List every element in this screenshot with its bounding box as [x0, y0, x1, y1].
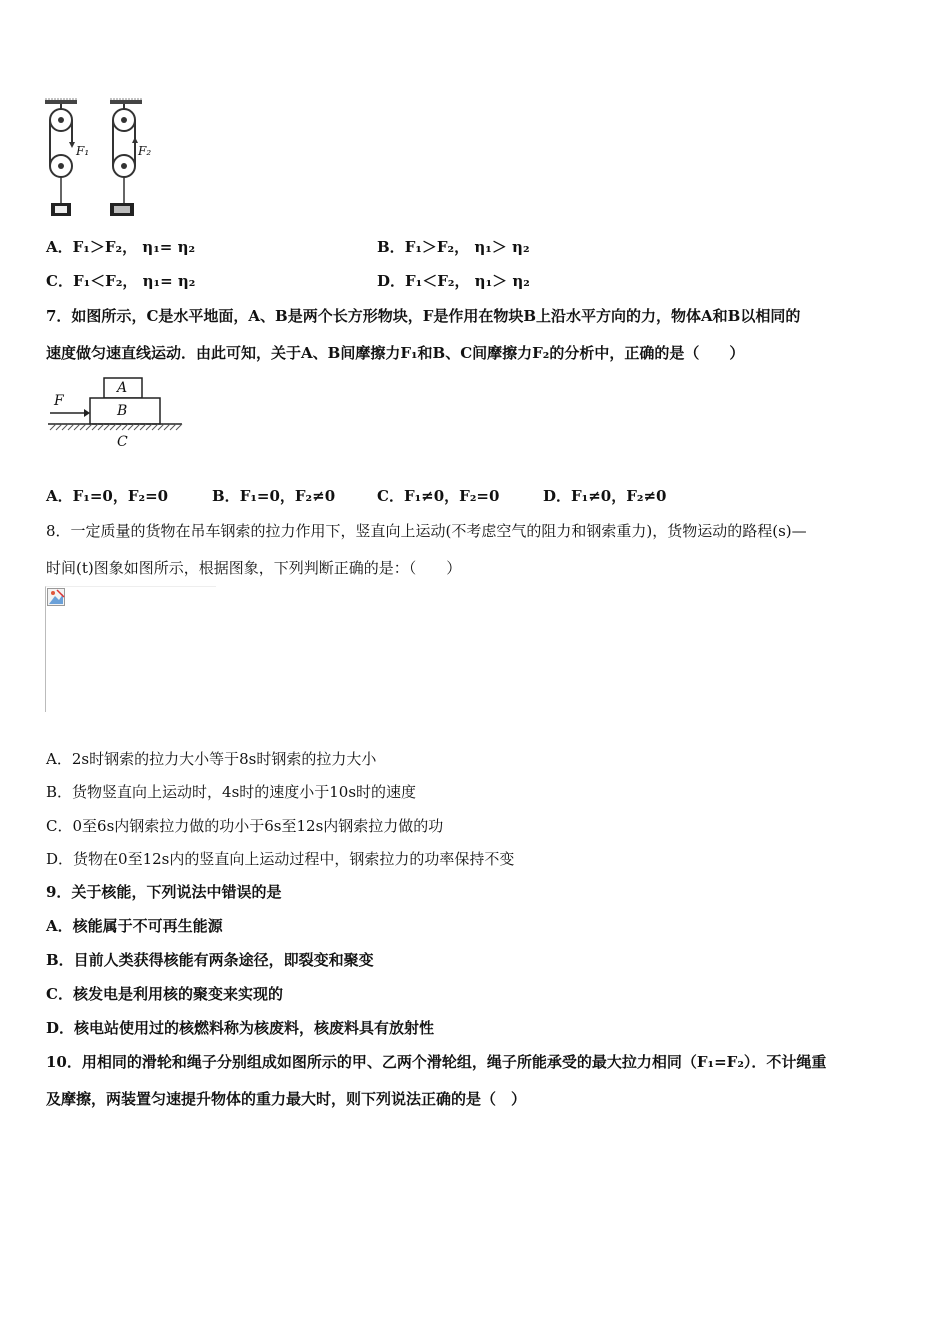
q6-option-b: B．F₁＞F₂， η₁＞ η₂: [377, 238, 530, 256]
q8-option-c: C．0至6s内钢索拉力做的功小于6s至12s内钢索拉力做的功: [46, 817, 444, 835]
q9-option-d: D．核电站使用过的核燃料称为核废料，核废料具有放射性: [46, 1019, 435, 1037]
q7-option-d: D．F₁≠0，F₂≠0: [543, 487, 667, 505]
q8-option-a: A．2s时钢索的拉力大小等于8s时钢索的拉力大小: [46, 750, 377, 768]
pulley-figure: [40, 98, 160, 220]
label-c: C: [117, 434, 128, 450]
q7-stem-line2: 速度做匀速直线运动．由此可知，关于A、B间摩擦力F₁和B、C间摩擦力F₂的分析中，正确的是（ ）: [46, 344, 745, 362]
q7-option-c: C．F₁≠0，F₂=0: [377, 487, 500, 505]
label-b: B: [117, 403, 128, 419]
q10-stem-line2: 及摩擦，两装置匀速提升物体的重力最大时，则下列说法正确的是（ ）: [46, 1090, 527, 1108]
blocks-figure: [44, 376, 184, 452]
q9-option-a: A．核能属于不可再生能源: [46, 917, 223, 935]
q8-option-b: B．货物竖直向上运动时，4s时的速度小于10s时的速度: [46, 783, 417, 801]
q9-stem: 9．关于核能，下列说法中错误的是: [46, 883, 282, 901]
q8-stem-line1: 8．一定质量的货物在吊车钢索的拉力作用下，竖直向上运动(不考虑空气的阻力和钢索重力)，货物运动的路程(s)—: [46, 522, 807, 540]
q9-option-c: C．核发电是利用核的聚变来实现的: [46, 985, 283, 1003]
q7-option-a: A．F₁=0，F₂=0: [46, 487, 169, 505]
label-f: F: [54, 393, 64, 409]
label-a: A: [117, 380, 128, 396]
broken-image-placeholder: [45, 586, 216, 712]
q6-option-a: A．F₁＞F₂， η₁= η₂: [46, 238, 196, 256]
q8-stem-line2: 时间(t)图象如图所示，根据图象，下列判断正确的是：（ ）: [46, 559, 462, 577]
q6-option-d: D．F₁＜F₂， η₁＞ η₂: [377, 272, 530, 290]
q9-option-b: B．目前人类获得核能有两条途径，即裂变和聚变: [46, 951, 374, 969]
q6-option-c: C．F₁＜F₂， η₁= η₂: [46, 272, 196, 290]
broken-image-icon: [47, 588, 67, 608]
q10-stem-line1: 10．用相同的滑轮和绳子分别组成如图所示的甲、乙两个滑轮组，绳子所能承受的最大拉力相同（F₁=F₂）．不计绳重: [46, 1053, 827, 1071]
f1-label: F₁: [76, 144, 90, 158]
q8-option-d: D．货物在0至12s内的竖直向上运动过程中，钢索拉力的功率保持不变: [46, 850, 515, 868]
q7-option-b: B．F₁=0，F₂≠0: [212, 487, 336, 505]
f2-label: F₂: [138, 144, 152, 158]
q7-stem-line1: 7．如图所示，C是水平地面，A、B是两个长方形物块，F是作用在物块B上沿水平方向的力，物体A和B以相同的: [46, 307, 801, 325]
